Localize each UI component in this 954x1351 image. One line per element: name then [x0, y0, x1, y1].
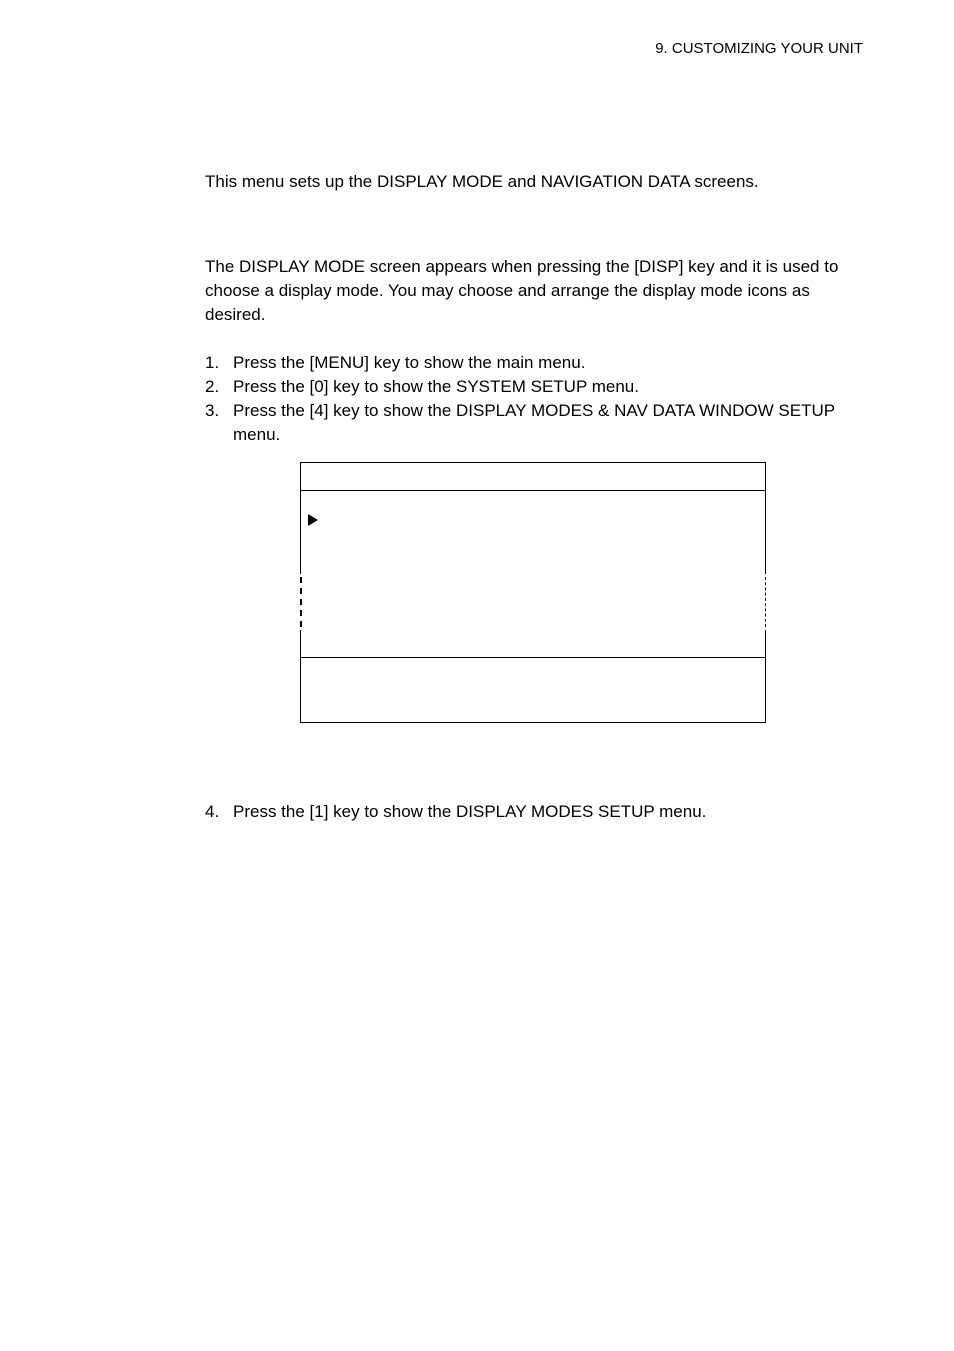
step-text: Press the [4] key to show the DISPLAY MODES & NAV DATA WINDOW SETUP menu.	[233, 401, 835, 444]
cursor-arrow-icon	[308, 514, 318, 526]
menu-screen-illustration	[300, 462, 766, 723]
step-item	[205, 351, 865, 375]
step-item	[205, 399, 865, 447]
menu-title-divider	[300, 490, 766, 491]
steps-list-lower	[205, 800, 865, 824]
menu-frame-right	[765, 462, 766, 574]
menu-frame-left	[300, 630, 301, 723]
step-number: 4.	[205, 802, 220, 821]
menu-frame-top	[300, 462, 766, 463]
menu-frame-left-break	[300, 577, 302, 627]
step-number: 3.	[205, 401, 220, 420]
menu-frame-right-break	[765, 577, 766, 627]
step-item	[205, 800, 865, 824]
step-text: Press the [1] key to show the DISPLAY MODES SETUP menu.	[233, 802, 707, 821]
menu-frame-right	[765, 630, 766, 723]
steps-list-upper	[205, 351, 865, 447]
step-number: 1.	[205, 353, 220, 372]
step-item	[205, 375, 865, 399]
step-number: 2.	[205, 377, 220, 396]
menu-frame-left	[300, 462, 301, 574]
menu-footer-divider	[300, 657, 766, 658]
menu-frame-bottom	[300, 722, 766, 723]
intro-paragraph: This menu sets up the DISPLAY MODE and NAVIGATION DATA screens.	[205, 172, 759, 191]
step-text: Press the [0] key to show the SYSTEM SETUP menu.	[233, 377, 639, 396]
step-text: Press the [MENU] key to show the main menu.	[233, 353, 586, 372]
description-paragraph: The DISPLAY MODE screen appears when pressing the [DISP] key and it is used to choose a display mode. You may choose and arrange the display mode icons as desired.	[205, 257, 839, 324]
running-header: 9. CUSTOMIZING YOUR UNIT	[655, 40, 863, 57]
